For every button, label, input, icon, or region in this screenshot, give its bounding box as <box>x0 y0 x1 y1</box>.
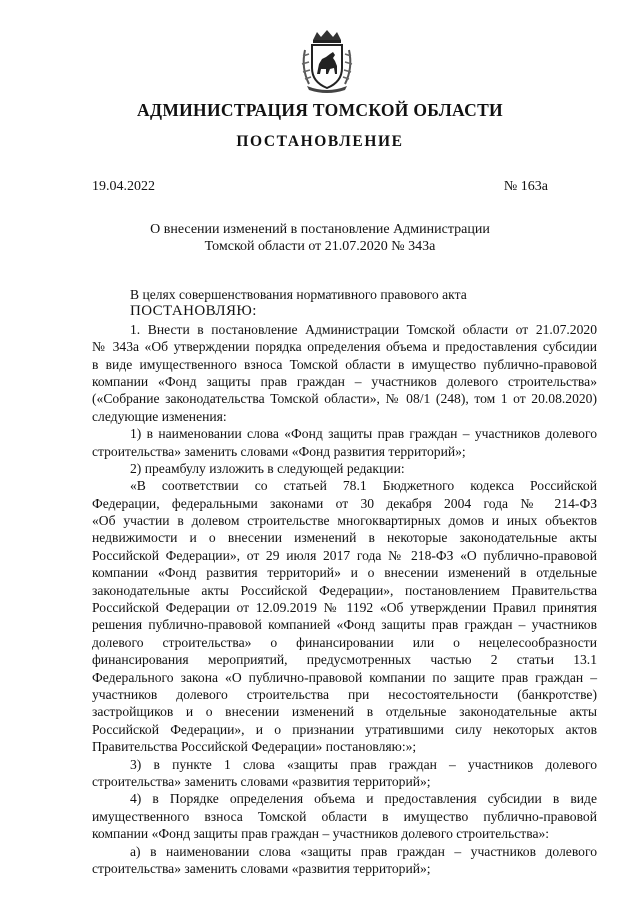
body-line: компании «Фонд защиты прав граждан – участников долевого строительства»: <box>92 826 550 842</box>
body-line: строительства» заменить словами «Фонд развития территорий»; <box>92 443 466 459</box>
body-line: В целях совершенствования нормативного правового акта <box>130 287 467 302</box>
body-line: застройщиков и о внесении изменений в отдельные законодательные акты <box>92 704 597 720</box>
document-number: № 163а <box>503 179 548 194</box>
body-line: ПОСТАНОВЛЯЮ: <box>130 303 257 320</box>
body-line: «В соответствии со статьей 78.1 Бюджетного кодекса Российской <box>130 478 597 494</box>
body-line: Федерального закона «О публично-правовой компании по защите прав граждан – <box>92 669 597 685</box>
organization-title: АДМИНИСТРАЦИЯ ТОМСКОЙ ОБЛАСТИ <box>137 100 503 120</box>
body-line: Российской Федерации от 12.09.2019 № 1192 «Об утверждении Правил принятия <box>92 600 597 616</box>
body-line: недвижимости и о внесении изменений в некоторые законодательные акты <box>92 530 597 546</box>
body-line: законодательные акты Российской Федерации», постановлением Правительства <box>92 582 597 598</box>
body-line: 1. Внести в постановление Администрации Томской области от 21.07.2020 <box>130 321 597 337</box>
body-line: имущественного взноса Томской области в имущество публично-правовой <box>92 808 597 824</box>
body-line: компании «Фонд развития территорий» и о внесении изменений в отдельные <box>92 565 597 581</box>
body-line: Российской Федерации», от 29 июля 2017 года № 218-ФЗ «О публично-правовой <box>92 547 597 563</box>
body-line: долевого строительства» о финансировании или о нецелесообразности <box>92 634 597 650</box>
body-line: компании «Фонд защиты прав граждан – участников долевого строительства» <box>92 373 597 389</box>
body-line: Российской Федерации», и о признании утратившими силу некоторых актов <box>92 721 597 737</box>
document-type-heading: ПОСТАНОВЛЕНИЕ <box>236 133 404 150</box>
body-line: («Собрание законодательства Томской области», № 08/1 (248), том 1 от 20.08.2020) <box>92 391 597 407</box>
body-line: 4) в Порядке определения объема и предоставления субсидии в виде <box>130 791 597 807</box>
body-line: строительства» заменить словами «развития территорий»; <box>92 860 431 876</box>
body-line: участников долевого строительства при несостоятельности (банкротстве) <box>92 686 597 702</box>
body-line: решения публично-правовой компанией «Фонд защиты прав граждан – участников <box>92 617 597 633</box>
body-line: строительства» заменить словами «развития территорий»; <box>92 773 431 789</box>
document-subject <box>120 221 520 255</box>
body-line: а) в наименовании слова «защиты прав граждан – участников долевого <box>130 843 597 859</box>
body-line: следующие изменения: <box>92 408 227 424</box>
body-line: Правительства Российской Федерации» постановляю:»; <box>92 739 417 755</box>
body-line: 3) в пункте 1 слова «защиты прав граждан – участников долевого <box>130 756 597 772</box>
document-body <box>92 286 597 877</box>
coat-of-arms-icon <box>299 28 355 94</box>
subject-line: Томской области от 21.07.2020 № 343а <box>204 239 436 254</box>
body-line: в виде имущественного взноса Томской области в имущество публично-правовой <box>92 356 597 372</box>
body-line: «Об участии в долевом строительстве многоквартирных домов и иных объектов <box>92 513 597 529</box>
document-date: 19.04.2022 <box>92 179 155 194</box>
body-line: 2) преамбулу изложить в следующей редакции: <box>130 460 405 476</box>
subject-line: О внесении изменений в постановление Администрации <box>150 222 490 237</box>
body-line: № 343а «Об утверждении порядка определения объема и предоставления субсидии <box>92 339 597 355</box>
body-line: финансирования мероприятий, предусмотренных частью 2 статьи 13.1 <box>92 652 597 668</box>
body-line: Федерации, федеральными законами от 30 декабря 2004 года № 214-ФЗ <box>92 495 597 511</box>
body-line: 1) в наименовании слова «Фонд защиты прав граждан – участников долевого <box>130 426 597 442</box>
